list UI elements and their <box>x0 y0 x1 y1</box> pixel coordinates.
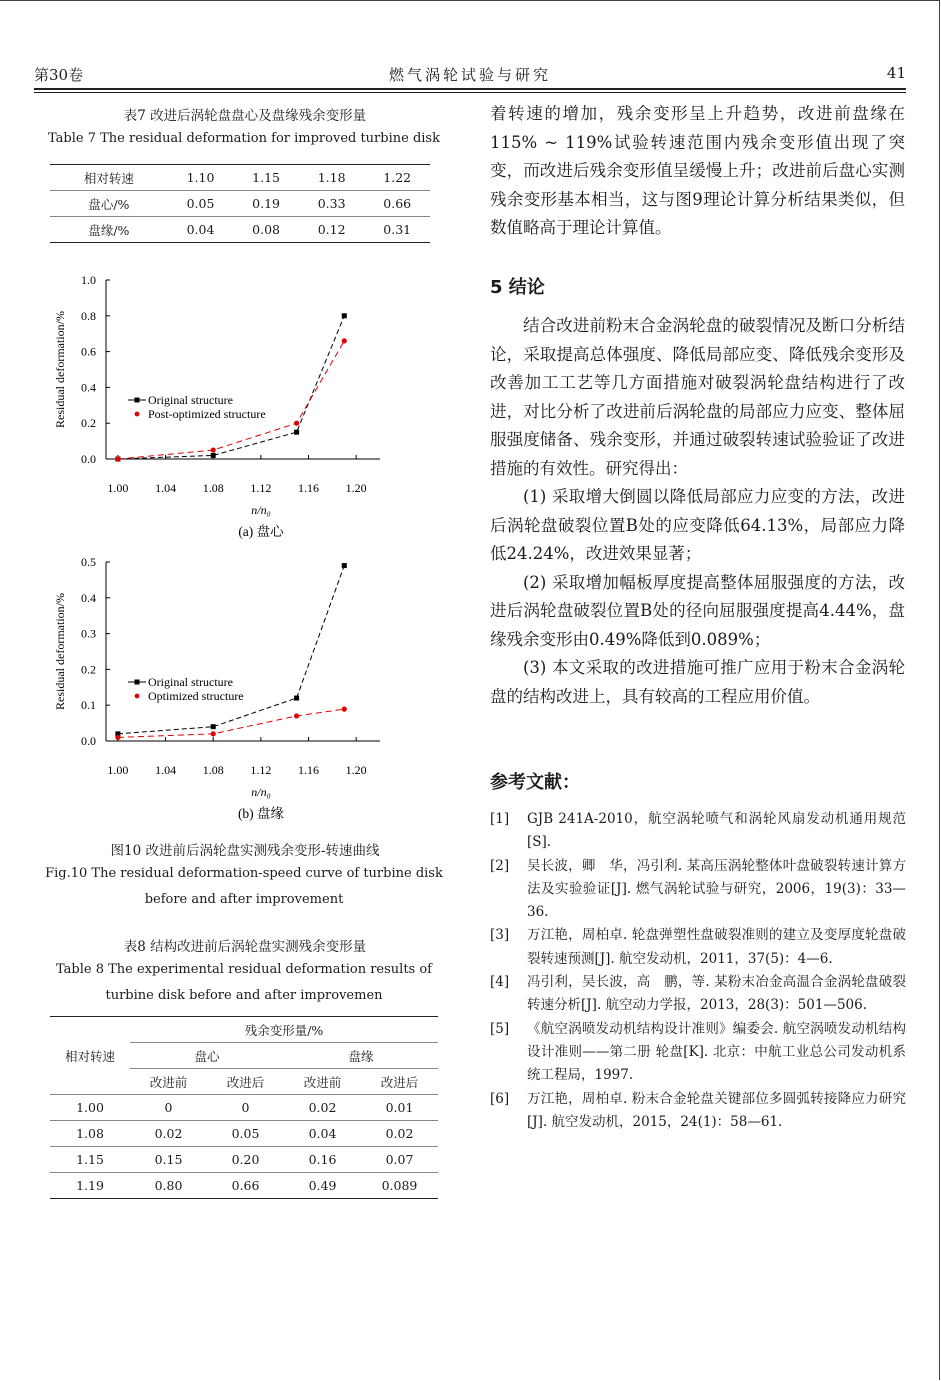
table-sub-header: 改进后 <box>207 1069 284 1095</box>
table-cell: 1.22 <box>383 170 412 185</box>
table-row <box>50 165 430 191</box>
series-line <box>118 709 344 737</box>
x-tick-label: 1.08 <box>202 481 224 495</box>
table-cell: 1.08 <box>50 1121 130 1147</box>
table-cell: 0.15 <box>130 1147 207 1173</box>
paragraph: 着转速的增加，残余变形呈上升趋势，改进前盘缘在115% ~ 119%试验转速范围内残余变形值出现了突变，而改进后残余变形值呈缓慢上升；改进前后盘心实测残余变形基本相当，这与图9理论计算分析结果类似，但数值略高于理论计算值。 <box>490 104 905 237</box>
conclusion-item-3: (3) 本文采取的改进措施可推广应用于粉末合金涡轮盘的结构改进上，具有较高的工程应用价值。 <box>490 658 905 706</box>
table-cell: 0.089 <box>361 1173 438 1199</box>
fig10-caption-en-1: Fig.10 The residual deformation-speed curve of turbine disk <box>45 866 443 881</box>
y-tick-label: 0.1 <box>81 698 96 713</box>
table-sub-header: 改进前 <box>284 1069 361 1095</box>
table-cell: 0.02 <box>361 1121 438 1147</box>
y-tick-label: 0.4 <box>81 590 96 605</box>
y-tick-label: 0.2 <box>81 662 96 677</box>
body-paragraph-1 <box>490 100 905 243</box>
y-tick-label: 0.0 <box>81 452 96 466</box>
table-row <box>50 1121 438 1147</box>
data-point <box>294 430 299 435</box>
table-cell: 0.31 <box>364 217 430 243</box>
legend-label: Optimized structure <box>148 689 244 703</box>
reference-item <box>490 1018 906 1088</box>
table8 <box>50 1016 438 1199</box>
table-header-row <box>50 1017 438 1043</box>
table-cell: 盘缘/% <box>50 217 168 243</box>
data-point <box>211 724 216 729</box>
reference-number: [4] <box>490 974 510 991</box>
table7 <box>50 164 430 243</box>
table-cell: 0.02 <box>130 1121 207 1147</box>
table-cell: 0.05 <box>207 1121 284 1147</box>
x-tick-label: 1.20 <box>345 763 367 777</box>
series-line <box>118 316 344 459</box>
reference-text: 万江艳，周柏卓. 粉末合金轮盘关键部位多圆弧转接降应力研究[J]. 航空发动机，2015，24(1)：58—61. <box>527 1090 906 1130</box>
chart-b-container <box>50 550 440 832</box>
data-point <box>342 338 347 343</box>
legend-label: Original structure <box>148 675 233 689</box>
x-tick-label: 1.04 <box>155 763 177 777</box>
table-cell: 0.66 <box>207 1173 284 1199</box>
table-cell: 1.15 <box>252 170 280 185</box>
reference-number: [1] <box>490 811 510 827</box>
y-tick-label: 1.0 <box>81 273 96 287</box>
y-tick-label: 0.5 <box>81 555 96 569</box>
x-tick-label: 1.00 <box>107 763 129 777</box>
table8-caption-en-2: turbine disk before and after improvemen <box>105 988 383 1003</box>
references-title: 参考文献： <box>490 772 580 793</box>
reference-number: [3] <box>490 927 510 944</box>
reference-item <box>490 808 906 855</box>
data-point <box>294 713 299 718</box>
volume-label: 第30卷 <box>34 66 84 84</box>
conclusion-item-1: (1) 采取增大倒圆以降低局部应力应变的方法，改进后涡轮盘破裂位置B处的应变降低64.13%，局部应力降低24.24%，改进效果显著； <box>490 487 905 563</box>
header-rule-thin <box>34 92 906 93</box>
legend-swatch-marker <box>135 694 140 699</box>
data-point <box>211 731 216 736</box>
legend-swatch-marker <box>135 398 140 403</box>
reference-item <box>490 855 906 925</box>
x-tick-label: 1.08 <box>202 763 224 777</box>
reference-item <box>490 1088 906 1135</box>
y-tick-label: 0.0 <box>81 734 96 748</box>
header-rule-thick <box>34 88 906 90</box>
data-point <box>211 453 216 458</box>
reference-text: 万江艳，周柏卓. 轮盘弹塑性盘破裂准则的建立及变厚度轮盘破裂转速预测[J]. 航空发动机，2011，37(5)：4—6. <box>527 927 906 967</box>
data-point <box>115 735 120 740</box>
y-tick-label: 0.3 <box>81 626 96 641</box>
data-point <box>342 707 347 712</box>
reference-number: [5] <box>490 1020 510 1037</box>
data-point <box>294 696 299 701</box>
table-row <box>50 1173 438 1199</box>
legend-label: Post-optimized structure <box>148 407 266 421</box>
table-cell: 0.12 <box>299 217 365 243</box>
table-cell: 相对转速 <box>83 170 134 186</box>
references-list <box>490 808 906 1134</box>
table-cell: 0.33 <box>299 191 365 217</box>
reference-item <box>490 971 906 1018</box>
journal-name: 燃气涡轮试验与研究 <box>388 66 551 84</box>
table-cell: 1.00 <box>50 1095 130 1121</box>
table-cell: 0.02 <box>284 1095 361 1121</box>
fig10-caption-en-2: before and after improvement <box>144 892 344 907</box>
x-tick-label: 1.20 <box>345 481 367 495</box>
y-tick-label: 0.8 <box>81 308 96 323</box>
x-tick-label: 1.04 <box>155 481 177 495</box>
table7-caption-en: Table 7 The residual deformation for improved turbine disk <box>48 131 440 146</box>
data-point <box>115 456 120 461</box>
table-sub-header: 改进后 <box>361 1069 438 1095</box>
table-cell: 0 <box>130 1095 207 1121</box>
table-cell: 1.19 <box>50 1173 130 1199</box>
paragraph: 结合改进前粉末合金涡轮盘的破裂情况及断口分析结论，采取提高总体强度、降低局部应变、降低残余变形及改善加工工艺等几方面措施对破裂涡轮盘结构进行了改进，对比分析了改进前后涡轮盘的局部应力应变、整体屈服强度储备、残余变形，并通过破裂转速试验验证了改进措施的有效性。研究得出： <box>490 316 905 478</box>
reference-number: [2] <box>490 857 510 874</box>
table-cell: 0.08 <box>233 217 299 243</box>
table8-caption-en-1: Table 8 The experimental residual deformation results of <box>56 962 432 977</box>
section-title-conclusion: 5 结论 <box>490 277 545 298</box>
table-cell: 0.49 <box>284 1173 361 1199</box>
reference-text: 冯引利，吴长波，高 鹏，等. 某粉末冶金高温合金涡轮盘破裂转速分析[J]. 航空动力学报，2013，28(3)：501—506. <box>527 974 906 1014</box>
reference-text: 《航空涡喷发动机结构设计准则》编委会. 航空涡喷发动机结构设计准则——第二册 轮盘[K]. 北京：中航工业总公司发动机系统工程局，1997. <box>527 1020 906 1084</box>
conclusion-body <box>490 312 905 711</box>
fig10-caption-cn: 图10 改进前后涡轮盘实测残余变形-转速曲线 <box>110 843 380 859</box>
y-axis-label: Residual deformation/% <box>53 593 67 710</box>
reference-number: [6] <box>490 1090 510 1107</box>
x-tick-label: 1.16 <box>298 763 320 777</box>
chart-a <box>50 268 440 548</box>
table-cell: 0.05 <box>168 191 234 217</box>
table-cell: 0.07 <box>361 1147 438 1173</box>
table-cell: 0.16 <box>284 1147 361 1173</box>
y-tick-label: 0.6 <box>81 344 96 359</box>
reference-text: 吴长波，卿 华，冯引利. 某高压涡轮整体叶盘破裂转速计算方法及实验验证[J]. 燃气涡轮试验与研究，2006，19(3)：33—36. <box>527 857 906 921</box>
table-row <box>50 1147 438 1173</box>
table-row <box>50 1095 438 1121</box>
table-cell: 0.04 <box>284 1121 361 1147</box>
conclusion-item-2: (2) 采取增加幅板厚度提高整体屈服强度的方法，改进后涡轮盘破裂位置B处的径向屈服强度提高4.44%，盘缘残余变形由0.49%降低到0.089%； <box>490 572 905 649</box>
x-tick-label: 1.16 <box>298 481 320 495</box>
table-cell: 1.10 <box>186 170 215 185</box>
chart-subcaption: (b) 盘缘 <box>237 806 285 821</box>
y-tick-label: 0.4 <box>81 380 96 395</box>
table-group-header: 盘心 <box>130 1043 284 1069</box>
table-cell: 1.15 <box>50 1147 130 1173</box>
table-row <box>50 217 430 243</box>
legend-label: Original structure <box>148 393 233 407</box>
table-sub-header: 改进前 <box>130 1069 207 1095</box>
chart-subcaption: (a) 盘心 <box>238 524 284 539</box>
data-point <box>342 313 347 318</box>
chart-b <box>50 550 440 832</box>
table-row <box>50 191 430 217</box>
table8-caption-cn: 表8 结构改进前后涡轮盘实测残余变形量 <box>123 939 367 955</box>
y-axis-label: Residual deformation/% <box>53 311 67 428</box>
table-group-header: 盘缘 <box>284 1043 438 1069</box>
reference-text: GJB 241A-2010，航空涡轮喷气和涡轮风扇发动机通用规范[S]. <box>527 811 906 851</box>
legend-swatch-marker <box>135 412 140 417</box>
data-point <box>211 447 216 452</box>
table-header-top: 残余变形量/% <box>244 1022 324 1038</box>
x-tick-label: 1.00 <box>107 481 129 495</box>
table-cell: 0.19 <box>233 191 299 217</box>
table-cell: 0.80 <box>130 1173 207 1199</box>
running-header <box>34 64 906 88</box>
table-cell: 盘心/% <box>50 191 168 217</box>
table-cell: 0.66 <box>364 191 430 217</box>
x-axis-label: n/n₀ <box>251 785 271 799</box>
table-cell: 0 <box>207 1095 284 1121</box>
legend-swatch-marker <box>135 680 140 685</box>
table7-caption-cn: 表7 改进后涡轮盘盘心及盘缘残余变形量 <box>123 108 367 124</box>
table-cell: 1.18 <box>317 170 346 185</box>
series-line <box>118 566 344 734</box>
table-cell: 0.01 <box>361 1095 438 1121</box>
reference-item <box>490 924 906 971</box>
page-number: 41 <box>886 64 906 82</box>
table-cell: 0.20 <box>207 1147 284 1173</box>
x-axis-label: n/n₀ <box>251 503 271 517</box>
table-cell: 0.04 <box>168 217 234 243</box>
table-row-label: 相对转速 <box>64 1048 115 1064</box>
y-tick-label: 0.2 <box>81 416 96 431</box>
data-point <box>342 563 347 568</box>
chart-a-container <box>50 268 440 548</box>
x-tick-label: 1.12 <box>250 763 272 777</box>
x-tick-label: 1.12 <box>250 481 272 495</box>
data-point <box>294 421 299 426</box>
